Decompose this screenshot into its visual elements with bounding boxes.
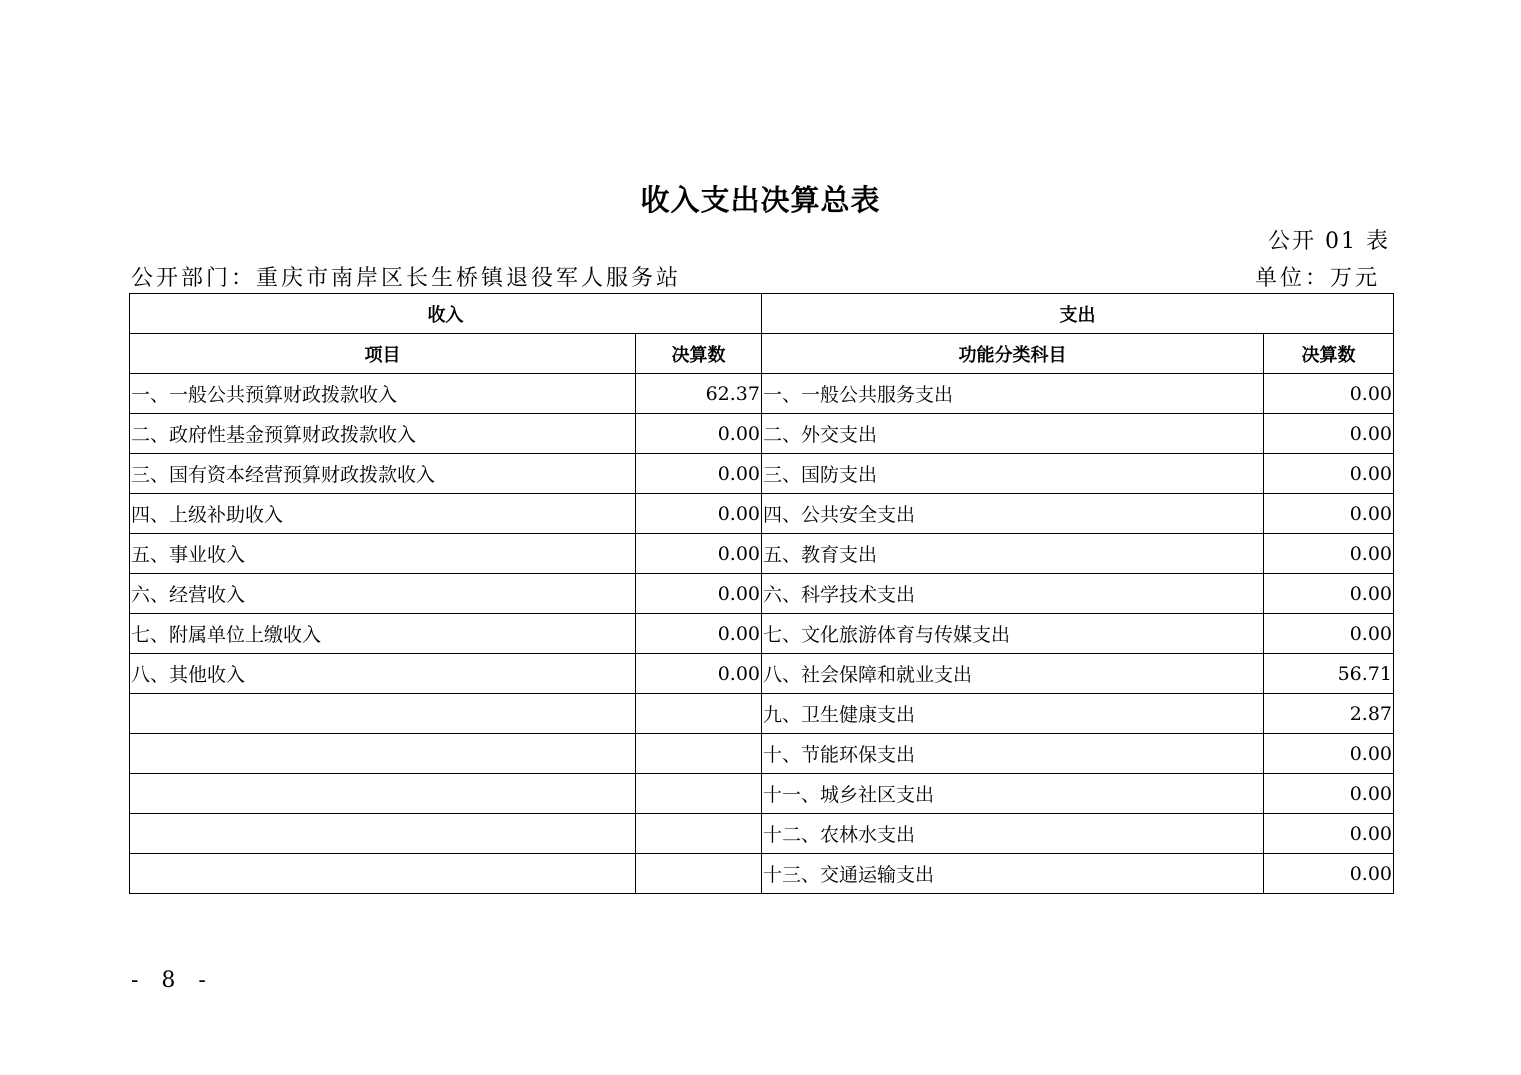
- expense-item-cell: 一、一般公共服务支出: [762, 374, 1264, 414]
- expense-amount-column-header: 决算数: [1264, 334, 1394, 374]
- expense-amount-cell: 0.00: [1264, 814, 1394, 854]
- table-row: [130, 494, 1394, 534]
- expense-amount-cell: 0.00: [1264, 374, 1394, 414]
- income-item-cell: [130, 854, 636, 894]
- expense-item-cell: 九、卫生健康支出: [762, 694, 1264, 734]
- expense-amount-cell: 0.00: [1264, 774, 1394, 814]
- income-amount-cell: 0.00: [636, 654, 762, 694]
- expense-amount-cell: 0.00: [1264, 534, 1394, 574]
- income-amount-cell: 0.00: [636, 454, 762, 494]
- unit-label: 单位：万元: [1254, 266, 1380, 291]
- income-amount-cell: 0.00: [636, 414, 762, 454]
- expense-item-cell: 七、文化旅游体育与传媒支出: [762, 614, 1264, 654]
- income-amount-cell: 0.00: [636, 614, 762, 654]
- department-label: 公开部门：重庆市南岸区长生桥镇退役军人服务站: [131, 266, 682, 291]
- expense-item-cell: 二、外交支出: [762, 414, 1264, 454]
- expense-amount-cell: 0.00: [1264, 454, 1394, 494]
- expense-item-cell: 六、科学技术支出: [762, 574, 1264, 614]
- income-item-cell: 四、上级补助收入: [130, 494, 636, 534]
- expense-amount-cell: 0.00: [1264, 414, 1394, 454]
- expense-item-cell: 四、公共安全支出: [762, 494, 1264, 534]
- table-row: [130, 774, 1394, 814]
- table-row: [130, 374, 1394, 414]
- income-amount-cell: [636, 734, 762, 774]
- income-amount-cell: 62.37: [636, 374, 762, 414]
- table-row: [130, 574, 1394, 614]
- expense-item-cell: 十二、农林水支出: [762, 814, 1264, 854]
- table-row: [130, 414, 1394, 454]
- expense-amount-cell: 0.00: [1264, 574, 1394, 614]
- table-row: [130, 534, 1394, 574]
- table-group-header-row: [130, 294, 1394, 334]
- expense-item-cell: 十一、城乡社区支出: [762, 774, 1264, 814]
- expense-item-cell: 十、节能环保支出: [762, 734, 1264, 774]
- income-item-cell: 七、附属单位上缴收入: [130, 614, 636, 654]
- income-item-column-header: 项目: [130, 334, 636, 374]
- income-amount-cell: [636, 814, 762, 854]
- income-item-cell: 六、经营收入: [130, 574, 636, 614]
- expense-amount-cell: 0.00: [1264, 614, 1394, 654]
- income-item-cell: [130, 814, 636, 854]
- expense-item-cell: 五、教育支出: [762, 534, 1264, 574]
- income-item-cell: [130, 774, 636, 814]
- expense-item-cell: 十三、交通运输支出: [762, 854, 1264, 894]
- expense-item-cell: 八、社会保障和就业支出: [762, 654, 1264, 694]
- income-expense-table: [129, 293, 1394, 894]
- expense-amount-cell: 0.00: [1264, 494, 1394, 534]
- table-column-header-row: [130, 334, 1394, 374]
- page-title: 收入支出决算总表: [640, 183, 881, 217]
- income-amount-cell: 0.00: [636, 534, 762, 574]
- income-item-cell: 五、事业收入: [130, 534, 636, 574]
- expense-item-cell: 三、国防支出: [762, 454, 1264, 494]
- table-row: [130, 854, 1394, 894]
- table-row: [130, 614, 1394, 654]
- table-row: [130, 814, 1394, 854]
- income-item-cell: [130, 734, 636, 774]
- income-item-cell: 八、其他收入: [130, 654, 636, 694]
- table-row: [130, 694, 1394, 734]
- income-amount-cell: 0.00: [636, 494, 762, 534]
- income-item-cell: 一、一般公共预算财政拨款收入: [130, 374, 636, 414]
- income-item-cell: [130, 694, 636, 734]
- table-row: [130, 734, 1394, 774]
- expense-amount-cell: 0.00: [1264, 854, 1394, 894]
- expense-amount-cell: 2.87: [1264, 694, 1394, 734]
- page-number: - 8 -: [131, 968, 214, 993]
- income-amount-cell: [636, 694, 762, 734]
- table-row: [130, 454, 1394, 494]
- expense-amount-cell: 0.00: [1264, 734, 1394, 774]
- expense-item-column-header: 功能分类科目: [762, 334, 1264, 374]
- expense-amount-cell: 56.71: [1264, 654, 1394, 694]
- income-group-header: 收入: [130, 294, 762, 334]
- income-amount-cell: [636, 774, 762, 814]
- income-item-cell: 二、政府性基金预算财政拨款收入: [130, 414, 636, 454]
- income-amount-cell: [636, 854, 762, 894]
- table-row: [130, 654, 1394, 694]
- form-number: 公开 01 表: [1268, 229, 1390, 254]
- income-amount-cell: 0.00: [636, 574, 762, 614]
- expense-group-header: 支出: [762, 294, 1394, 334]
- income-item-cell: 三、国有资本经营预算财政拨款收入: [130, 454, 636, 494]
- income-amount-column-header: 决算数: [636, 334, 762, 374]
